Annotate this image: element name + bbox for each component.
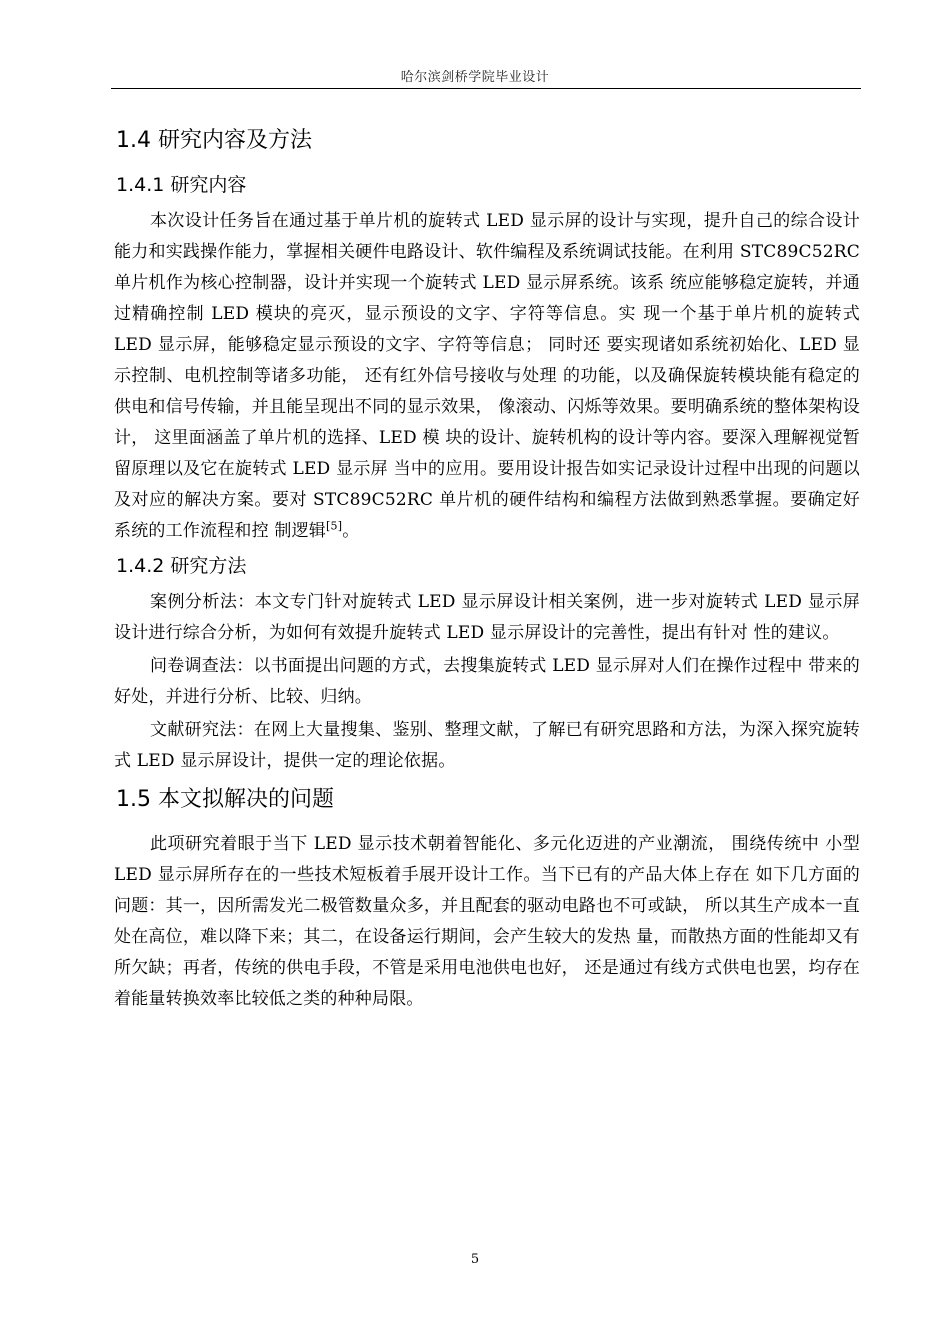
paragraph-end-mark: 。	[342, 521, 360, 541]
method-paragraph-questionnaire: 问卷调查法：以书面提出问题的方式，去搜集旋转式 LED 显示屏对人们在操作过程中 带来的好处，并进行分析、比较、归纳。	[114, 656, 860, 707]
page-number: 5	[470, 1252, 480, 1267]
section-heading-1-4: 1.4 研究内容及方法	[116, 128, 312, 153]
reference-citation: [5]	[326, 519, 343, 533]
method-paragraph-literature: 文献研究法：在网上大量搜集、鉴别、整理文献，了解已有研究思路和方法，为深入探究旋转式 LED 显示屏设计，提供一定的理论依据。	[114, 720, 860, 771]
page-content	[114, 118, 860, 1017]
subsection-heading-1-4-2: 1.4.2 研究方法	[116, 555, 247, 577]
page-header-title: 哈尔滨剑桥学院毕业设计	[400, 70, 550, 85]
header-divider	[111, 88, 861, 89]
method-paragraph-case-analysis: 案例分析法：本文专门针对旋转式 LED 显示屏设计相关案例，进一步对旋转式 LED 显示屏设计进行综合分析，为如何有效提升旋转式 LED 显示屏设计的完善性，提出有针对 性的建议。	[114, 592, 860, 643]
problems-paragraph: 此项研究着眼于当下 LED 显示技术朝着智能化、多元化迈进的产业潮流， 围绕传统中 小型 LED 显示屏所存在的一些技术短板着手展开设计工作。当下已有的产品大体上存在 如下几方面的问题：其一，因所需发光二极管数量众多，并且配套的驱动电路也不可或缺， 所以其生产成本一直处在高位，难以降下来；其二，在设备运行期间，会产生较大的发热 量，而散热方面的性能却又有所欠缺；再者，传统的供电手段，不管是采用电池供电也好， 还是通过有线方式供电也罢，均存在着能量转换效率比较低之类的种种局限。	[114, 834, 860, 1009]
section-heading-1-5: 1.5 本文拟解决的问题	[116, 787, 334, 812]
research-content-paragraph	[114, 206, 860, 547]
subsection-heading-1-4-1: 1.4.1 研究内容	[116, 174, 247, 196]
research-content-text: 本次设计任务旨在通过基于单片机的旋转式 LED 显示屏的设计与实现，提升自己的综合设计能力和实践操作能力，掌握相关硬件电路设计、软件编程及系统调试技能。在利用 STC89C52RC 单片机作为核心控制器，设计并实现一个旋转式 LED 显示屏系统。该系 统应能够稳定旋转，并通过精确控制 LED 模块的亮灭，显示预设的文字、字符等信息。实 现一个基于单片机的旋转式 LED 显示屏，能够稳定显示预设的文字、字符等信息； 同时还 要实现诸如系统初始化、LED 显示控制、电机控制等诸多功能， 还有红外信号接收与处理 的功能，以及确保旋转模块能有稳定的供电和信号传输，并且能呈现出不同的显示效果， 像滚动、闪烁等效果。要明确系统的整体架构设计， 这里面涵盖了单片机的选择、LED 模 块的设计、旋转机构的设计等内容。要深入理解视觉暂留原理以及它在旋转式 LED 显示屏 当中的应用。要用设计报告如实记录设计过程中出现的问题以及对应的解决方案。要对 STC89C52RC 单片机的硬件结构和编程方法做到熟悉掌握。要确定好系统的工作流程和控 制逻辑	[114, 211, 860, 541]
